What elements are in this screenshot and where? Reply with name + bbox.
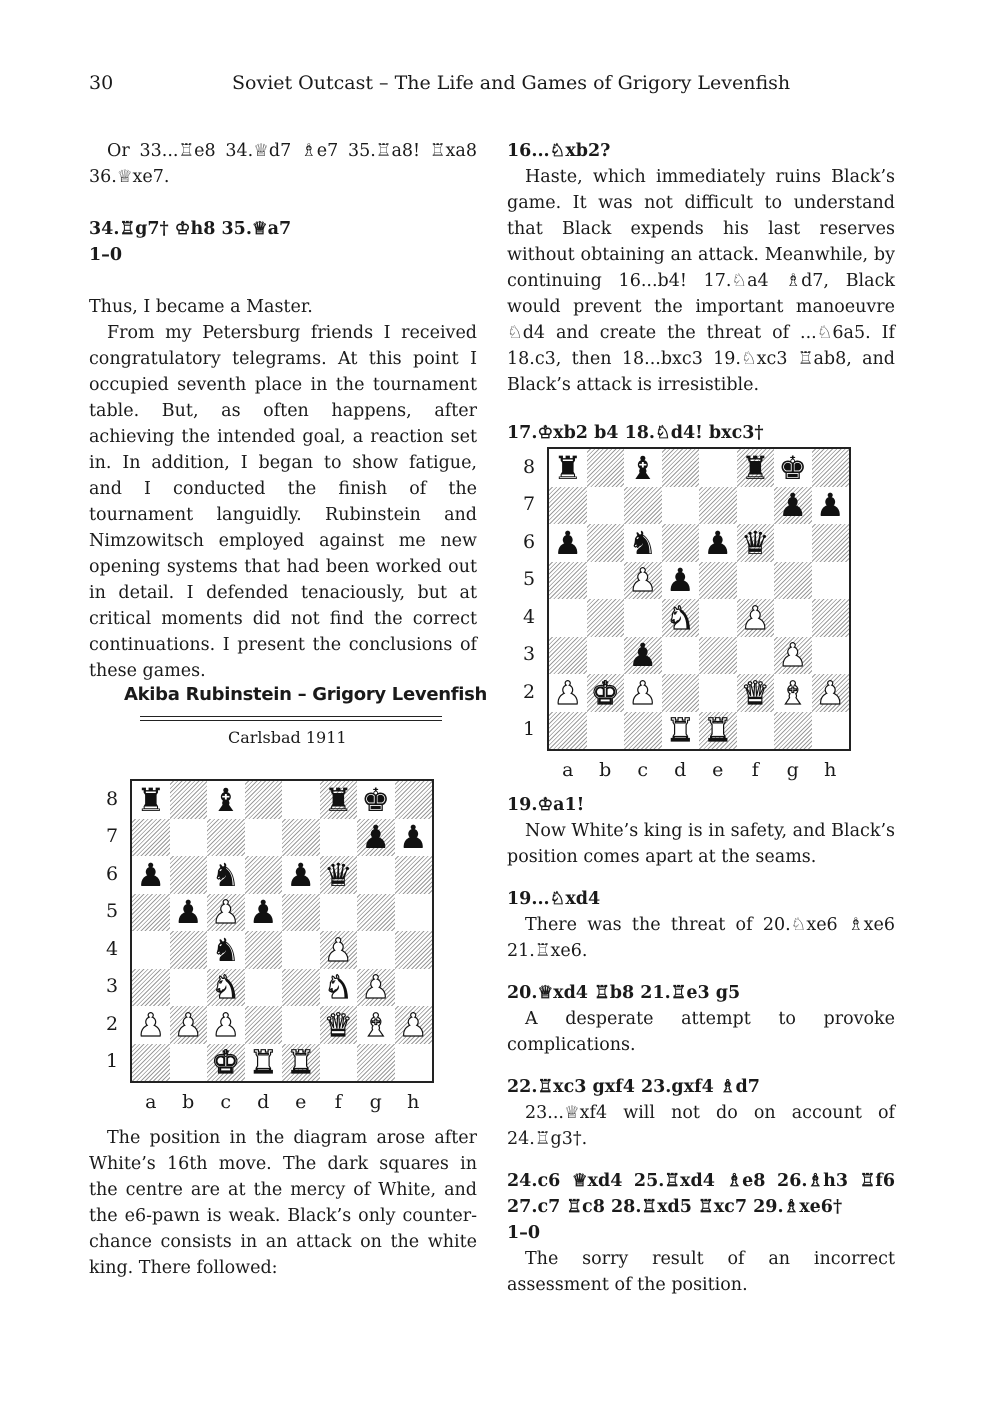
chess-diagram	[130, 779, 434, 1083]
black-pawn-icon: ♟	[248, 893, 278, 932]
board-square-e5	[699, 562, 737, 600]
board-square-c7	[624, 487, 662, 525]
white-queen-icon: ♛	[323, 1005, 353, 1044]
rank-label: 7	[522, 493, 536, 516]
board-square-b6	[587, 524, 625, 562]
board-square-f5	[320, 894, 358, 932]
rank-label: 5	[105, 900, 119, 923]
board-square-b7	[587, 487, 625, 525]
white-pawn-icon: ♟	[211, 893, 241, 932]
board-square-f3	[737, 637, 775, 675]
moves-line: 19...♘xd4	[507, 889, 601, 909]
page-number: 30	[89, 72, 114, 94]
white-pawn-icon: ♟	[628, 673, 658, 712]
file-label: e	[295, 1091, 307, 1113]
board-square-f4	[737, 599, 775, 637]
board-square-c1	[624, 712, 662, 750]
running-header: Soviet Outcast – The Life and Games of Grigory Levenfish	[232, 72, 791, 94]
black-rook-icon: ♜	[553, 448, 583, 487]
paragraph: A desperate attempt to provoke complications.	[507, 1009, 895, 1055]
board-square-f2	[737, 674, 775, 712]
board-square-a6	[132, 856, 170, 894]
board-square-b5	[170, 894, 208, 932]
board-square-d4	[245, 931, 283, 969]
white-knight-icon: ♞	[665, 598, 695, 637]
board-square-b5	[587, 562, 625, 600]
board-square-e6	[282, 856, 320, 894]
board-square-c5	[207, 894, 245, 932]
board-square-g7	[357, 819, 395, 857]
board-square-b4	[587, 599, 625, 637]
board-square-a7	[549, 487, 587, 525]
rank-label: 7	[105, 825, 119, 848]
board-square-h1	[812, 712, 850, 750]
board-square-d2	[662, 674, 700, 712]
title-rule-bottom	[140, 720, 442, 721]
board-square-f8	[737, 449, 775, 487]
board-square-h4	[395, 931, 433, 969]
game-result: 1–0	[89, 245, 123, 265]
board-square-a8	[132, 781, 170, 819]
paragraph: Now White’s king is in safety, and Black’s position comes apart at the seams.	[507, 821, 895, 867]
board-square-f3	[320, 969, 358, 1007]
board-square-f2	[320, 1006, 358, 1044]
board-square-c2	[207, 1006, 245, 1044]
black-pawn-icon: ♟	[628, 636, 658, 675]
file-label: f	[334, 1091, 342, 1113]
moves-line: 24.c6 ♕xd4 25.♖xd4 ♗e8 26.♗h3 ♖f6 27.c7 ♖c8 28.♖xd5 ♖xc7 29.♗xe6†	[507, 1171, 895, 1217]
board-square-g6	[357, 856, 395, 894]
file-label: e	[712, 759, 724, 781]
white-knight-icon: ♞	[211, 968, 241, 1007]
board-square-f7	[737, 487, 775, 525]
board-square-g5	[774, 562, 812, 600]
board-square-g8	[357, 781, 395, 819]
paragraph: Thus, I became a Master.	[89, 297, 313, 317]
board-square-a4	[549, 599, 587, 637]
board-square-e1	[699, 712, 737, 750]
file-label: d	[257, 1091, 270, 1113]
file-label: g	[369, 1091, 382, 1113]
board-square-h4	[812, 599, 850, 637]
black-knight-icon: ♞	[211, 855, 241, 894]
board-square-h6	[812, 524, 850, 562]
board-square-d4	[662, 599, 700, 637]
board-square-e7	[699, 487, 737, 525]
black-pawn-icon: ♟	[778, 486, 808, 525]
white-pawn-icon: ♟	[740, 598, 770, 637]
board-square-c2	[624, 674, 662, 712]
paragraph: The sorry result of an incorrect assessment of the position.	[507, 1249, 895, 1295]
left-column-top	[89, 138, 477, 684]
board-square-c4	[207, 931, 245, 969]
board-square-c4	[624, 599, 662, 637]
rank-label: 3	[522, 643, 536, 666]
board-square-e6	[699, 524, 737, 562]
file-label: c	[637, 759, 649, 781]
board-square-c7	[207, 819, 245, 857]
black-knight-icon: ♞	[628, 523, 658, 562]
right-column-bottom	[507, 792, 895, 1298]
white-pawn-icon: ♟	[361, 968, 391, 1007]
board-square-f6	[320, 856, 358, 894]
board-square-b8	[170, 781, 208, 819]
board-square-g3	[774, 637, 812, 675]
file-label: g	[786, 759, 799, 781]
white-king-icon: ♚	[211, 1043, 241, 1082]
variation-note: Or 33...♖e8 34.♕d7 ♗e7 35.♖a8! ♖xa8 36.♕xe7.	[89, 141, 477, 187]
paragraph: There was the threat of 20.♘xe6 ♗xe6 21.♖xe6.	[507, 915, 895, 961]
board-square-a1	[549, 712, 587, 750]
rank-label: 5	[522, 568, 536, 591]
board-square-a5	[549, 562, 587, 600]
file-label: b	[182, 1091, 195, 1113]
board-square-a3	[132, 969, 170, 1007]
board-square-d8	[245, 781, 283, 819]
board-square-d6	[662, 524, 700, 562]
board-square-a2	[132, 1006, 170, 1044]
rank-label: 1	[522, 718, 536, 741]
white-pawn-icon: ♟	[136, 1005, 166, 1044]
board-square-b6	[170, 856, 208, 894]
board-square-g3	[357, 969, 395, 1007]
moves-line: 16...♘xb2?	[507, 141, 611, 161]
board-square-d6	[245, 856, 283, 894]
board-square-e4	[699, 599, 737, 637]
file-label: h	[407, 1091, 420, 1113]
board-square-c8	[624, 449, 662, 487]
rank-label: 6	[522, 530, 536, 553]
file-label: c	[220, 1091, 232, 1113]
board-square-e7	[282, 819, 320, 857]
game-result: 1–0	[507, 1223, 541, 1243]
rank-label: 8	[105, 787, 119, 810]
board-square-b7	[170, 819, 208, 857]
board-square-g1	[357, 1044, 395, 1082]
board-square-g4	[774, 599, 812, 637]
board-square-h3	[395, 969, 433, 1007]
board-square-f4	[320, 931, 358, 969]
board-square-c3	[207, 969, 245, 1007]
board-square-c3	[624, 637, 662, 675]
board-square-a2	[549, 674, 587, 712]
board-square-h5	[812, 562, 850, 600]
white-rook-icon: ♜	[248, 1043, 278, 1082]
rank-label: 2	[522, 680, 536, 703]
title-rule-top	[140, 716, 442, 717]
board-square-b8	[587, 449, 625, 487]
white-pawn-icon: ♟	[173, 1005, 203, 1044]
board-square-d3	[662, 637, 700, 675]
black-queen-icon: ♛	[740, 523, 770, 562]
board-square-c6	[207, 856, 245, 894]
board-square-c5	[624, 562, 662, 600]
board-square-h7	[395, 819, 433, 857]
black-king-icon: ♚	[361, 780, 391, 819]
board-square-f7	[320, 819, 358, 857]
file-label: h	[824, 759, 837, 781]
board-square-g8	[774, 449, 812, 487]
board-square-h7	[812, 487, 850, 525]
file-label: f	[751, 759, 759, 781]
right-column-top	[507, 138, 895, 446]
white-pawn-icon: ♟	[398, 1005, 428, 1044]
black-bishop-icon: ♝	[628, 448, 658, 487]
board-square-a8	[549, 449, 587, 487]
black-pawn-icon: ♟	[815, 486, 845, 525]
paragraph: Haste, which immediately ruins Black’s game. It was not difficult to understand that Black expends his last reserves without obtaining an attack. Meanwhile, by continuing 16...b4! 17.♘a4 ♗d7, Black would prevent the important manoeuvre ♘d4 and create the threat of ...♘6a5. If 18.c3, then 18...bxc3 19.♘xc3 ♖ab8, and Black’s attack is irresistible.	[507, 167, 895, 395]
white-pawn-icon: ♟	[553, 673, 583, 712]
white-rook-icon: ♜	[703, 711, 733, 750]
board-square-f8	[320, 781, 358, 819]
board-square-d8	[662, 449, 700, 487]
board-square-h3	[812, 637, 850, 675]
board-square-a5	[132, 894, 170, 932]
paragraph: 23...♕xf4 will not do on account of 24.♖g3†.	[507, 1103, 895, 1149]
white-bishop-icon: ♝	[361, 1005, 391, 1044]
board-square-f1	[737, 712, 775, 750]
board-square-e3	[282, 969, 320, 1007]
moves-line: 22.♖xc3 gxf4 23.gxf4 ♗d7	[507, 1077, 760, 1097]
board-square-g4	[357, 931, 395, 969]
black-rook-icon: ♜	[323, 780, 353, 819]
moves-line: 17.♔xb2 b4 18.♘d4! bxc3†	[507, 423, 764, 443]
file-label: d	[674, 759, 687, 781]
black-pawn-icon: ♟	[398, 818, 428, 857]
board-square-b3	[587, 637, 625, 675]
board-square-a1	[132, 1044, 170, 1082]
board-square-d7	[245, 819, 283, 857]
board-square-d2	[245, 1006, 283, 1044]
rank-label: 2	[105, 1012, 119, 1035]
moves-line: 19.♔a1!	[507, 795, 585, 815]
white-knight-icon: ♞	[323, 968, 353, 1007]
white-pawn-icon: ♟	[778, 636, 808, 675]
board-square-f1	[320, 1044, 358, 1082]
board-square-e3	[699, 637, 737, 675]
board-square-g6	[774, 524, 812, 562]
board-square-c8	[207, 781, 245, 819]
paragraph: The position in the diagram arose after White’s 16th move. The dark squares in the centre are at the mercy of White, and the e6-pawn is weak. Black’s only counter-chance consists in an attack on the white king. There followed:	[89, 1128, 477, 1278]
chess-diagram	[547, 447, 851, 751]
board-square-h2	[812, 674, 850, 712]
board-square-h8	[812, 449, 850, 487]
board-square-h1	[395, 1044, 433, 1082]
white-pawn-icon: ♟	[211, 1005, 241, 1044]
white-pawn-icon: ♟	[628, 561, 658, 600]
board-square-e5	[282, 894, 320, 932]
rank-label: 3	[105, 975, 119, 998]
white-pawn-icon: ♟	[323, 930, 353, 969]
black-pawn-icon: ♟	[703, 523, 733, 562]
board-square-d1	[662, 712, 700, 750]
file-label: a	[562, 759, 574, 781]
board-square-b2	[170, 1006, 208, 1044]
board-square-c6	[624, 524, 662, 562]
board-square-g2	[774, 674, 812, 712]
black-rook-icon: ♜	[740, 448, 770, 487]
board-square-a3	[549, 637, 587, 675]
file-label: b	[599, 759, 612, 781]
left-column-bottom	[89, 1125, 477, 1281]
board-square-h8	[395, 781, 433, 819]
board-square-a4	[132, 931, 170, 969]
board-square-b4	[170, 931, 208, 969]
board-square-e2	[699, 674, 737, 712]
board-square-b1	[170, 1044, 208, 1082]
file-label: a	[145, 1091, 157, 1113]
black-pawn-icon: ♟	[553, 523, 583, 562]
white-pawn-icon: ♟	[815, 673, 845, 712]
board-square-e8	[699, 449, 737, 487]
board-square-d5	[245, 894, 283, 932]
board-square-g2	[357, 1006, 395, 1044]
black-pawn-icon: ♟	[173, 893, 203, 932]
rank-label: 4	[522, 605, 536, 628]
rank-label: 4	[105, 937, 119, 960]
board-square-b2	[587, 674, 625, 712]
board-square-c1	[207, 1044, 245, 1082]
black-rook-icon: ♜	[136, 780, 166, 819]
white-queen-icon: ♛	[740, 673, 770, 712]
white-bishop-icon: ♝	[778, 673, 808, 712]
board-square-e4	[282, 931, 320, 969]
board-square-f5	[737, 562, 775, 600]
board-square-a6	[549, 524, 587, 562]
rank-label: 6	[105, 862, 119, 885]
white-rook-icon: ♜	[286, 1043, 316, 1082]
event-line: Carlsbad 1911	[228, 728, 347, 747]
white-king-icon: ♚	[590, 673, 620, 712]
game-title: Akiba Rubinstein – Grigory Levenfish	[124, 684, 488, 705]
black-bishop-icon: ♝	[211, 780, 241, 819]
board-square-d7	[662, 487, 700, 525]
board-square-d5	[662, 562, 700, 600]
board-square-e1	[282, 1044, 320, 1082]
moves-line: 34.♖g7† ♔h8 35.♕a7	[89, 219, 292, 239]
moves-line: 20.♕xd4 ♖b8 21.♖e3 g5	[507, 983, 741, 1003]
board-square-b3	[170, 969, 208, 1007]
board-square-f6	[737, 524, 775, 562]
black-pawn-icon: ♟	[665, 561, 695, 600]
black-king-icon: ♚	[778, 448, 808, 487]
board-square-g5	[357, 894, 395, 932]
black-knight-icon: ♞	[211, 930, 241, 969]
board-square-g1	[774, 712, 812, 750]
board-square-h5	[395, 894, 433, 932]
board-square-d3	[245, 969, 283, 1007]
paragraph: From my Petersburg friends I received congratulatory telegrams. At this point I occupied seventh place in the tournament table. But, as often happens, after achieving the intended goal, a reaction set in. In addition, I began to show fatigue, and I conducted the finish of the tournament languidly. Rubinstein and Nimzowitsch employed against me new opening systems that had been worked out in detail. I defended tenaciously, but at critical moments did not find the correct continuations. I present the conclusions of these games.	[89, 323, 477, 681]
board-square-h2	[395, 1006, 433, 1044]
board-square-a7	[132, 819, 170, 857]
black-queen-icon: ♛	[323, 855, 353, 894]
black-pawn-icon: ♟	[286, 855, 316, 894]
rank-label: 8	[522, 455, 536, 478]
board-square-e8	[282, 781, 320, 819]
board-square-e2	[282, 1006, 320, 1044]
white-rook-icon: ♜	[665, 711, 695, 750]
black-pawn-icon: ♟	[361, 818, 391, 857]
board-square-b1	[587, 712, 625, 750]
board-square-g7	[774, 487, 812, 525]
rank-label: 1	[105, 1050, 119, 1073]
black-pawn-icon: ♟	[136, 855, 166, 894]
board-square-h6	[395, 856, 433, 894]
board-square-d1	[245, 1044, 283, 1082]
